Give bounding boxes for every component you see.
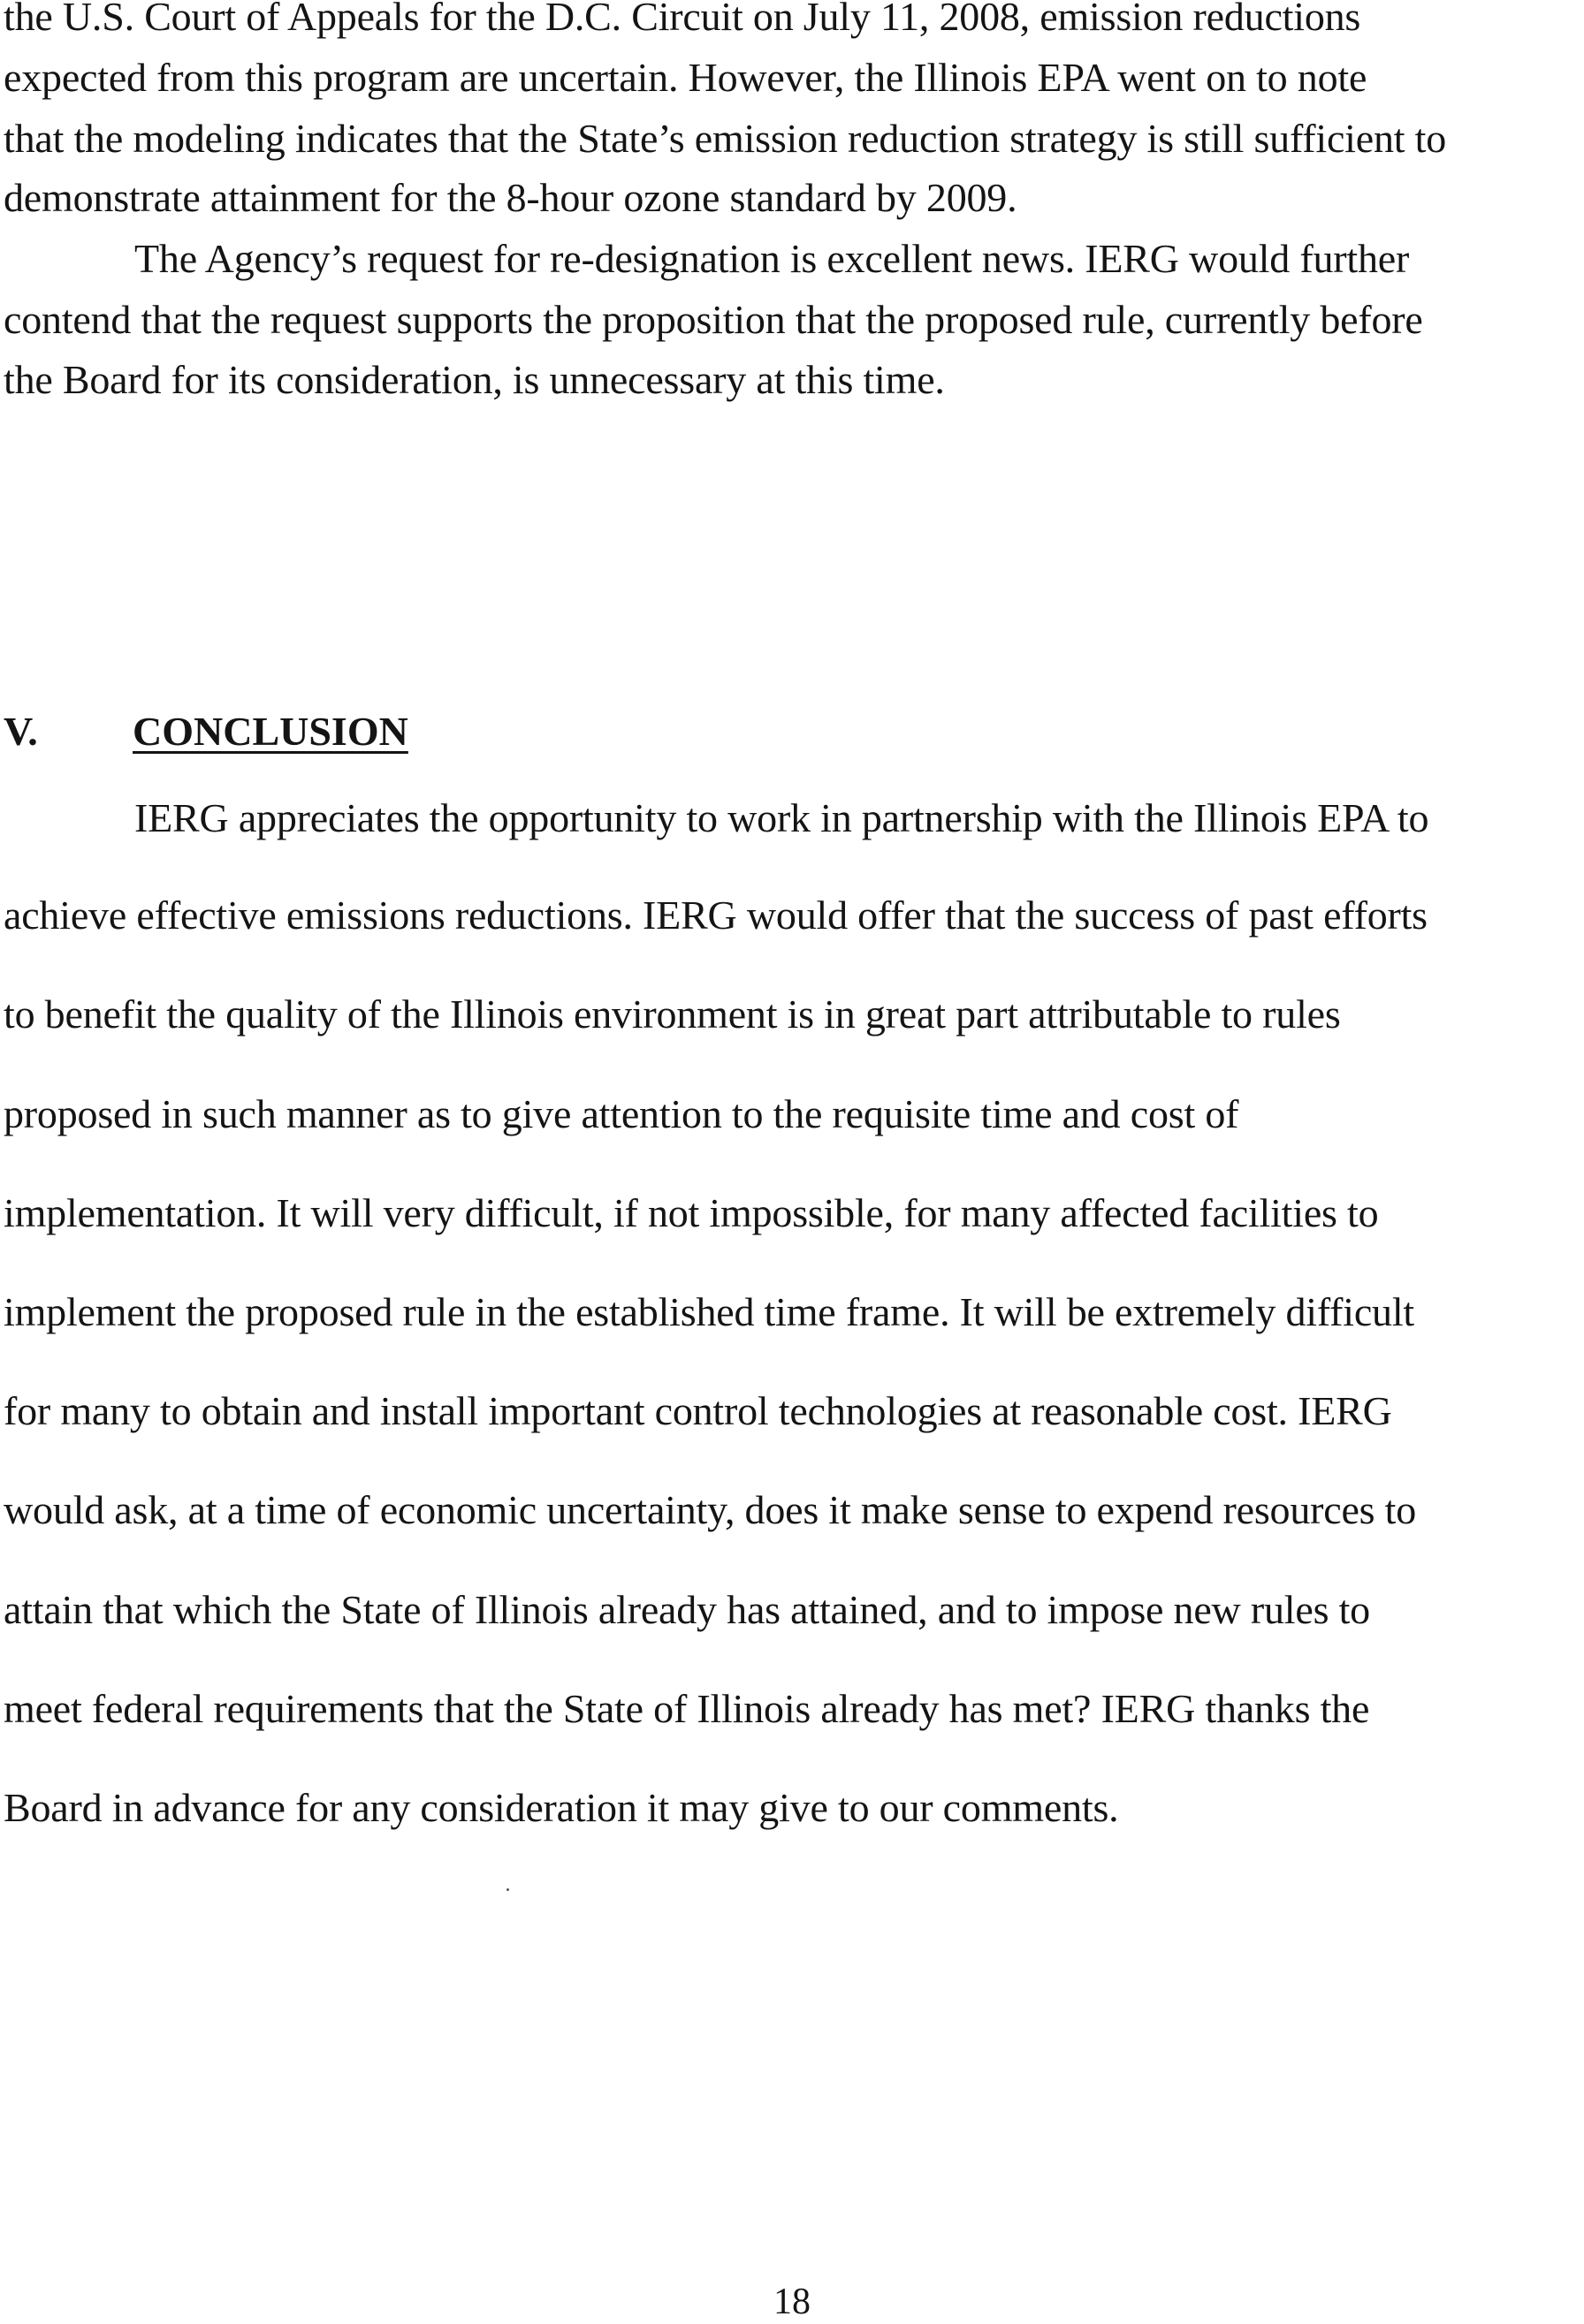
text-line: demonstrate attainment for the 8-hour ozone standard by 2009.: [4, 175, 1017, 220]
text-line: the U.S. Court of Appeals for the D.C. Circuit on July 11, 2008, emission reductions: [4, 0, 1361, 39]
text-line: the Board for its consideration, is unnecessary at this time.: [4, 357, 945, 402]
scan-speck: [506, 1888, 509, 1891]
page-number: 18: [773, 2282, 811, 2322]
text-line: implementation. It will very difficult, if not impossible, for many affected facilities to: [4, 1190, 1379, 1235]
text-line: meet federal requirements that the State of Illinois already has met? IERG thanks the: [4, 1686, 1370, 1731]
text-line: attain that which the State of Illinois already has attained, and to impose new rules to: [4, 1587, 1370, 1632]
section-title: CONCLUSION: [133, 709, 408, 754]
text-line: expected from this program are uncertain. However, the Illinois EPA went on to note: [4, 55, 1367, 100]
text-line: to benefit the quality of the Illinois environment is in great part attributable to rules: [4, 991, 1341, 1037]
text-line: The Agency’s request for re-designation is excellent news. IERG would further: [134, 236, 1410, 281]
text-line: IERG appreciates the opportunity to work in partnership with the Illinois EPA to: [134, 795, 1429, 840]
text-line: contend that the request supports the proposition that the proposed rule, currently before: [4, 297, 1423, 342]
text-line: proposed in such manner as to give attention to the requisite time and cost of: [4, 1091, 1239, 1136]
text-line: for many to obtain and install important control technologies at reasonable cost. IERG: [4, 1388, 1392, 1433]
text-line: that the modeling indicates that the State’s emission reduction strategy is still sufficient to: [4, 116, 1447, 161]
text-line: Board in advance for any consideration it may give to our comments.: [4, 1785, 1119, 1830]
text-line: achieve effective emissions reductions. IERG would offer that the success of past efforts: [4, 892, 1428, 938]
section-number: V.: [4, 709, 38, 754]
text-line: would ask, at a time of economic uncertainty, does it make sense to expend resources to: [4, 1487, 1417, 1532]
text-line: implement the proposed rule in the established time frame. It will be extremely difficult: [4, 1289, 1414, 1334]
